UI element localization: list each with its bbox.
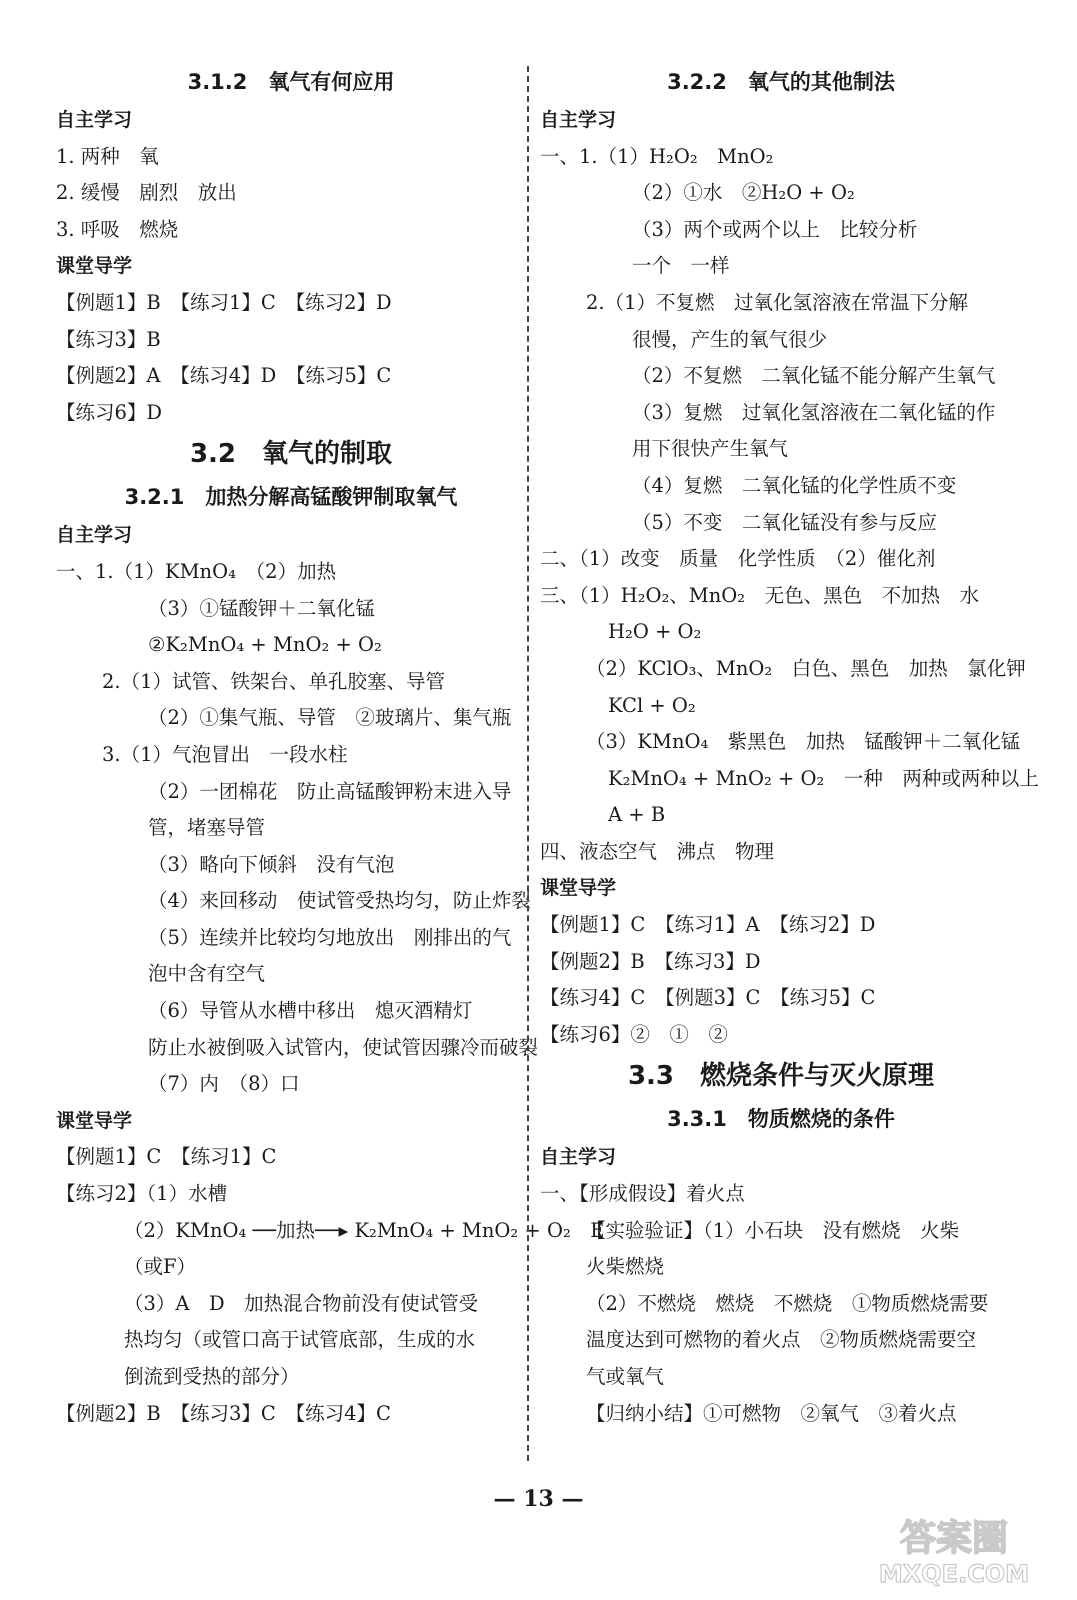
answer-line: 火柴燃烧	[586, 1255, 665, 1279]
answer-line: （2）不燃烧 燃烧 不燃烧 ①物质燃烧需要	[586, 1291, 989, 1315]
answer-line: 2.（1）不复燃 过氧化氢溶液在常温下分解	[586, 290, 969, 314]
answer-line: A + B	[608, 803, 666, 827]
answer-line: 一、1.（1）H₂O₂ MnO₂	[540, 144, 774, 168]
answer-line: 温度达到可燃物的着火点 ②物质燃烧需要空	[586, 1328, 977, 1352]
answer-line: （3）①锰酸钾＋二氧化锰	[148, 596, 375, 620]
section-subtitle: 3.2.2 氧气的其他制法	[667, 70, 895, 94]
answer-line: 3. 呼吸 燃烧	[56, 217, 179, 241]
left-column	[56, 62, 605, 1432]
answer-line: 【例题2】A 【练习4】D 【练习5】C	[56, 364, 392, 388]
answer-line: 四、液态空气 沸点 物理	[540, 839, 775, 863]
answer-line: （2）①集气瓶、导管 ②玻璃片、集气瓶	[148, 706, 512, 730]
answer-line: 很慢，产生的氧气很少	[632, 327, 828, 351]
answer-line: 【归纳小结】①可燃物 ②氧气 ③着火点	[586, 1401, 957, 1425]
answer-line: （5）连续并比较均匀地放出 刚排出的气	[148, 925, 512, 949]
section-subtitle: 3.2.1 加热分解高锰酸钾制取氧气	[124, 485, 458, 510]
answer-line: 【例题1】B 【练习1】C 【练习2】D	[56, 290, 392, 314]
section-title: 3.3 燃烧条件与灭火原理	[627, 1061, 935, 1092]
watermark-text-cn: 答案圈	[899, 1518, 1009, 1559]
answer-line: （7）内 （8）口	[148, 1072, 300, 1096]
answer-line: ②K₂MnO₄ + MnO₂ + O₂	[148, 633, 382, 657]
watermark-logo	[849, 1510, 1059, 1588]
column-divider	[527, 66, 529, 1461]
answer-line: 【练习4】C 【例题3】C 【练习5】C	[540, 986, 876, 1010]
answer-line: （2）KMnO₄ ──加热──▸ K₂MnO₄ + MnO₂ + O₂ E	[124, 1218, 605, 1242]
answer-line: 3.（1）气泡冒出 一段水柱	[102, 742, 348, 766]
answer-line: 气或氧气	[586, 1365, 665, 1388]
answer-line: 2. 缓慢 剧烈 放出	[56, 181, 237, 205]
answer-line: KCl + O₂	[608, 693, 696, 717]
section-heading: 自主学习	[56, 109, 133, 131]
section-heading: 自主学习	[56, 524, 133, 547]
answer-line: 热均匀（或管口高于试管底部，生成的水	[124, 1328, 476, 1352]
answer-line: 【例题1】C 【练习1】C	[56, 1145, 277, 1169]
page-number: — 13 —	[493, 1486, 584, 1512]
answer-line: 【例题2】B 【练习3】D	[540, 949, 761, 973]
answer-line: （2）一团棉花 防止高锰酸钾粉末进入导	[148, 779, 512, 803]
answer-line: 2.（1）试管、铁架台、单孔胶塞、导管	[102, 669, 446, 693]
answer-line: 二、（1）改变 质量 化学性质 （2）催化剂	[540, 547, 936, 571]
answer-line: （4）复燃 二氧化锰的化学性质不变	[632, 473, 957, 497]
answer-line: 用下很快产生氧气	[632, 437, 789, 461]
answer-line: （3）KMnO₄ 紫黑色 加热 锰酸钾＋二氧化锰	[586, 730, 1021, 754]
section-heading: 课堂导学	[56, 255, 133, 278]
answer-line: 1. 两种 氧	[56, 144, 159, 168]
answer-line: K₂MnO₄ + MnO₂ + O₂ 一种 两种或两种以上	[608, 766, 1039, 790]
answer-line: （2）①水 ②H₂O + O₂	[632, 181, 855, 205]
answer-line: （4）来回移动 使试管受热均匀，防止炸裂	[148, 889, 531, 913]
answer-line: （或F）	[124, 1255, 197, 1279]
answer-line: 一个 一样	[632, 254, 730, 278]
answer-line: 防止水被倒吸入试管内，使试管因骤冷而破裂	[148, 1035, 539, 1059]
answer-line: 管，堵塞导管	[148, 816, 266, 840]
answer-line: 【练习6】② ① ②	[540, 1022, 728, 1046]
section-title: 3.2 氧气的制取	[189, 439, 393, 470]
answer-line: 【练习2】（1）水槽	[56, 1182, 228, 1206]
section-heading: 自主学习	[540, 109, 617, 131]
section-heading: 课堂导学	[56, 1109, 133, 1132]
answer-line: 一、【形成假设】着火点	[540, 1182, 745, 1206]
answer-line: （3）复燃 过氧化氢溶液在二氧化锰的作	[632, 400, 996, 424]
section-subtitle: 3.3.1 物质燃烧的条件	[667, 1107, 895, 1132]
answer-line: 三、（1）H₂O₂、MnO₂ 无色、黑色 不加热 水	[540, 583, 980, 607]
answer-line: （2）KClO₃、MnO₂ 白色、黑色 加热 氯化钾	[586, 656, 1026, 680]
answer-line: 倒流到受热的部分）	[124, 1365, 300, 1388]
answer-line: 一、1.（1）KMnO₄ （2）加热	[56, 559, 337, 583]
answer-line: （3）两个或两个以上 比较分析	[632, 217, 918, 241]
section-heading: 课堂导学	[540, 877, 617, 900]
answer-line: 【例题2】B 【练习3】C 【练习4】C	[56, 1401, 391, 1425]
answer-line: （6）导管从水槽中移出 熄灭酒精灯	[148, 999, 473, 1023]
section-subtitle: 3.1.2 氧气有何应用	[187, 70, 395, 94]
answer-line: 泡中含有空气	[148, 962, 266, 986]
section-heading: 自主学习	[540, 1146, 617, 1169]
answer-line: 【练习6】D	[56, 400, 163, 424]
right-column	[540, 62, 1039, 1432]
answer-line: （2）不复燃 二氧化锰不能分解产生氧气	[632, 364, 996, 388]
answer-line: （3）略向下倾斜 没有气泡	[148, 852, 395, 876]
answer-line: 【实验验证】（1）小石块 没有燃烧 火柴	[586, 1218, 960, 1242]
answer-line: 【例题1】C 【练习1】A 【练习2】D	[540, 913, 876, 937]
answer-line: H₂O + O₂	[608, 620, 702, 644]
answer-line: 【练习3】B	[56, 327, 161, 351]
answer-line: （5）不变 二氧化锰没有参与反应	[632, 510, 937, 534]
watermark-text-url: MXQE.COM	[878, 1560, 1030, 1588]
answer-line: （3）A D 加热混合物前没有使试管受	[124, 1291, 479, 1315]
